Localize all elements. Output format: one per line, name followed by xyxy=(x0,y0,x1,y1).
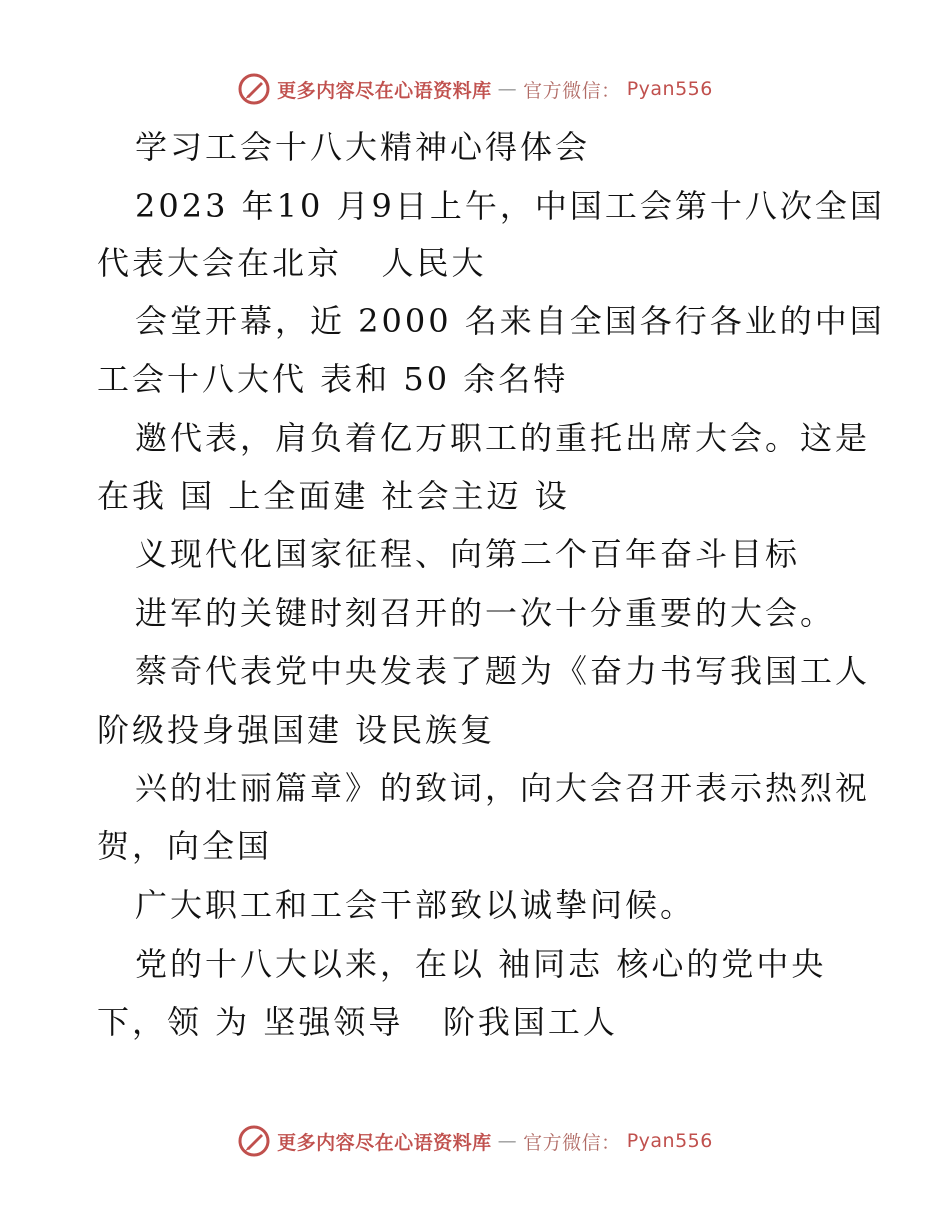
paragraph-line: 下，领 为 坚强领导 阶我国工人 xyxy=(97,1003,618,1041)
paragraph-line: 蔡奇代表党中央发表了题为《奋力书写我国工人 xyxy=(135,652,871,690)
quill-circle-logo-icon xyxy=(237,72,271,106)
paragraph-line: 义现代化国家征程、向第二个百年奋斗目标 xyxy=(135,535,801,573)
watermark-text: 更多内容尽在心语资料库 xyxy=(277,79,492,102)
watermark-wechat-id: Pyan556 xyxy=(626,1130,713,1152)
footer-watermark xyxy=(0,1124,950,1158)
paragraph-line: 进军的关键时刻召开的一次十分重要的大会。 xyxy=(135,594,836,632)
header-watermark xyxy=(0,72,950,106)
paragraph-line: 广大职工和工会干部致以诚挚问候。 xyxy=(135,886,696,924)
watermark-separator: — xyxy=(497,78,518,100)
watermark-text: 更多内容尽在心语资料库 xyxy=(277,1131,492,1154)
watermark-wechat-label: 官方微信： xyxy=(523,79,621,102)
paragraph-line: 工会十八大代 表和 50 余名特 xyxy=(97,360,569,398)
watermark-separator: — xyxy=(497,1130,518,1152)
paragraph-line: 会堂开幕，近 2000 名来自全国各行各业的中国 xyxy=(135,302,885,340)
watermark-wechat-label: 官方微信： xyxy=(523,1131,621,1154)
paragraph-line: 2023 年10 月9日上午，中国工会第十八次全国 xyxy=(135,187,885,225)
paragraph-line: 在我 国 上全面建 社会主迈 设 xyxy=(97,477,570,515)
paragraph-line: 代表大会在北京 人民大 xyxy=(97,244,487,282)
paragraph-line: 贺，向全国 xyxy=(97,827,273,865)
paragraph-line: 兴的壮丽篇章》的致词，向大会召开表示热烈祝 xyxy=(135,769,871,807)
quill-circle-logo-icon xyxy=(237,1124,271,1158)
paragraph-line: 阶级投身强国建 设民族复 xyxy=(97,711,496,749)
document-title: 学习工会十八大精神心得体会 xyxy=(135,128,591,166)
paragraph-line: 党的十八大以来，在以 袖同志 核心的党中央 xyxy=(135,945,827,983)
watermark-wechat-id: Pyan556 xyxy=(626,78,713,100)
paragraph-line: 邀代表，肩负着亿万职工的重托出席大会。这是 xyxy=(135,419,871,457)
